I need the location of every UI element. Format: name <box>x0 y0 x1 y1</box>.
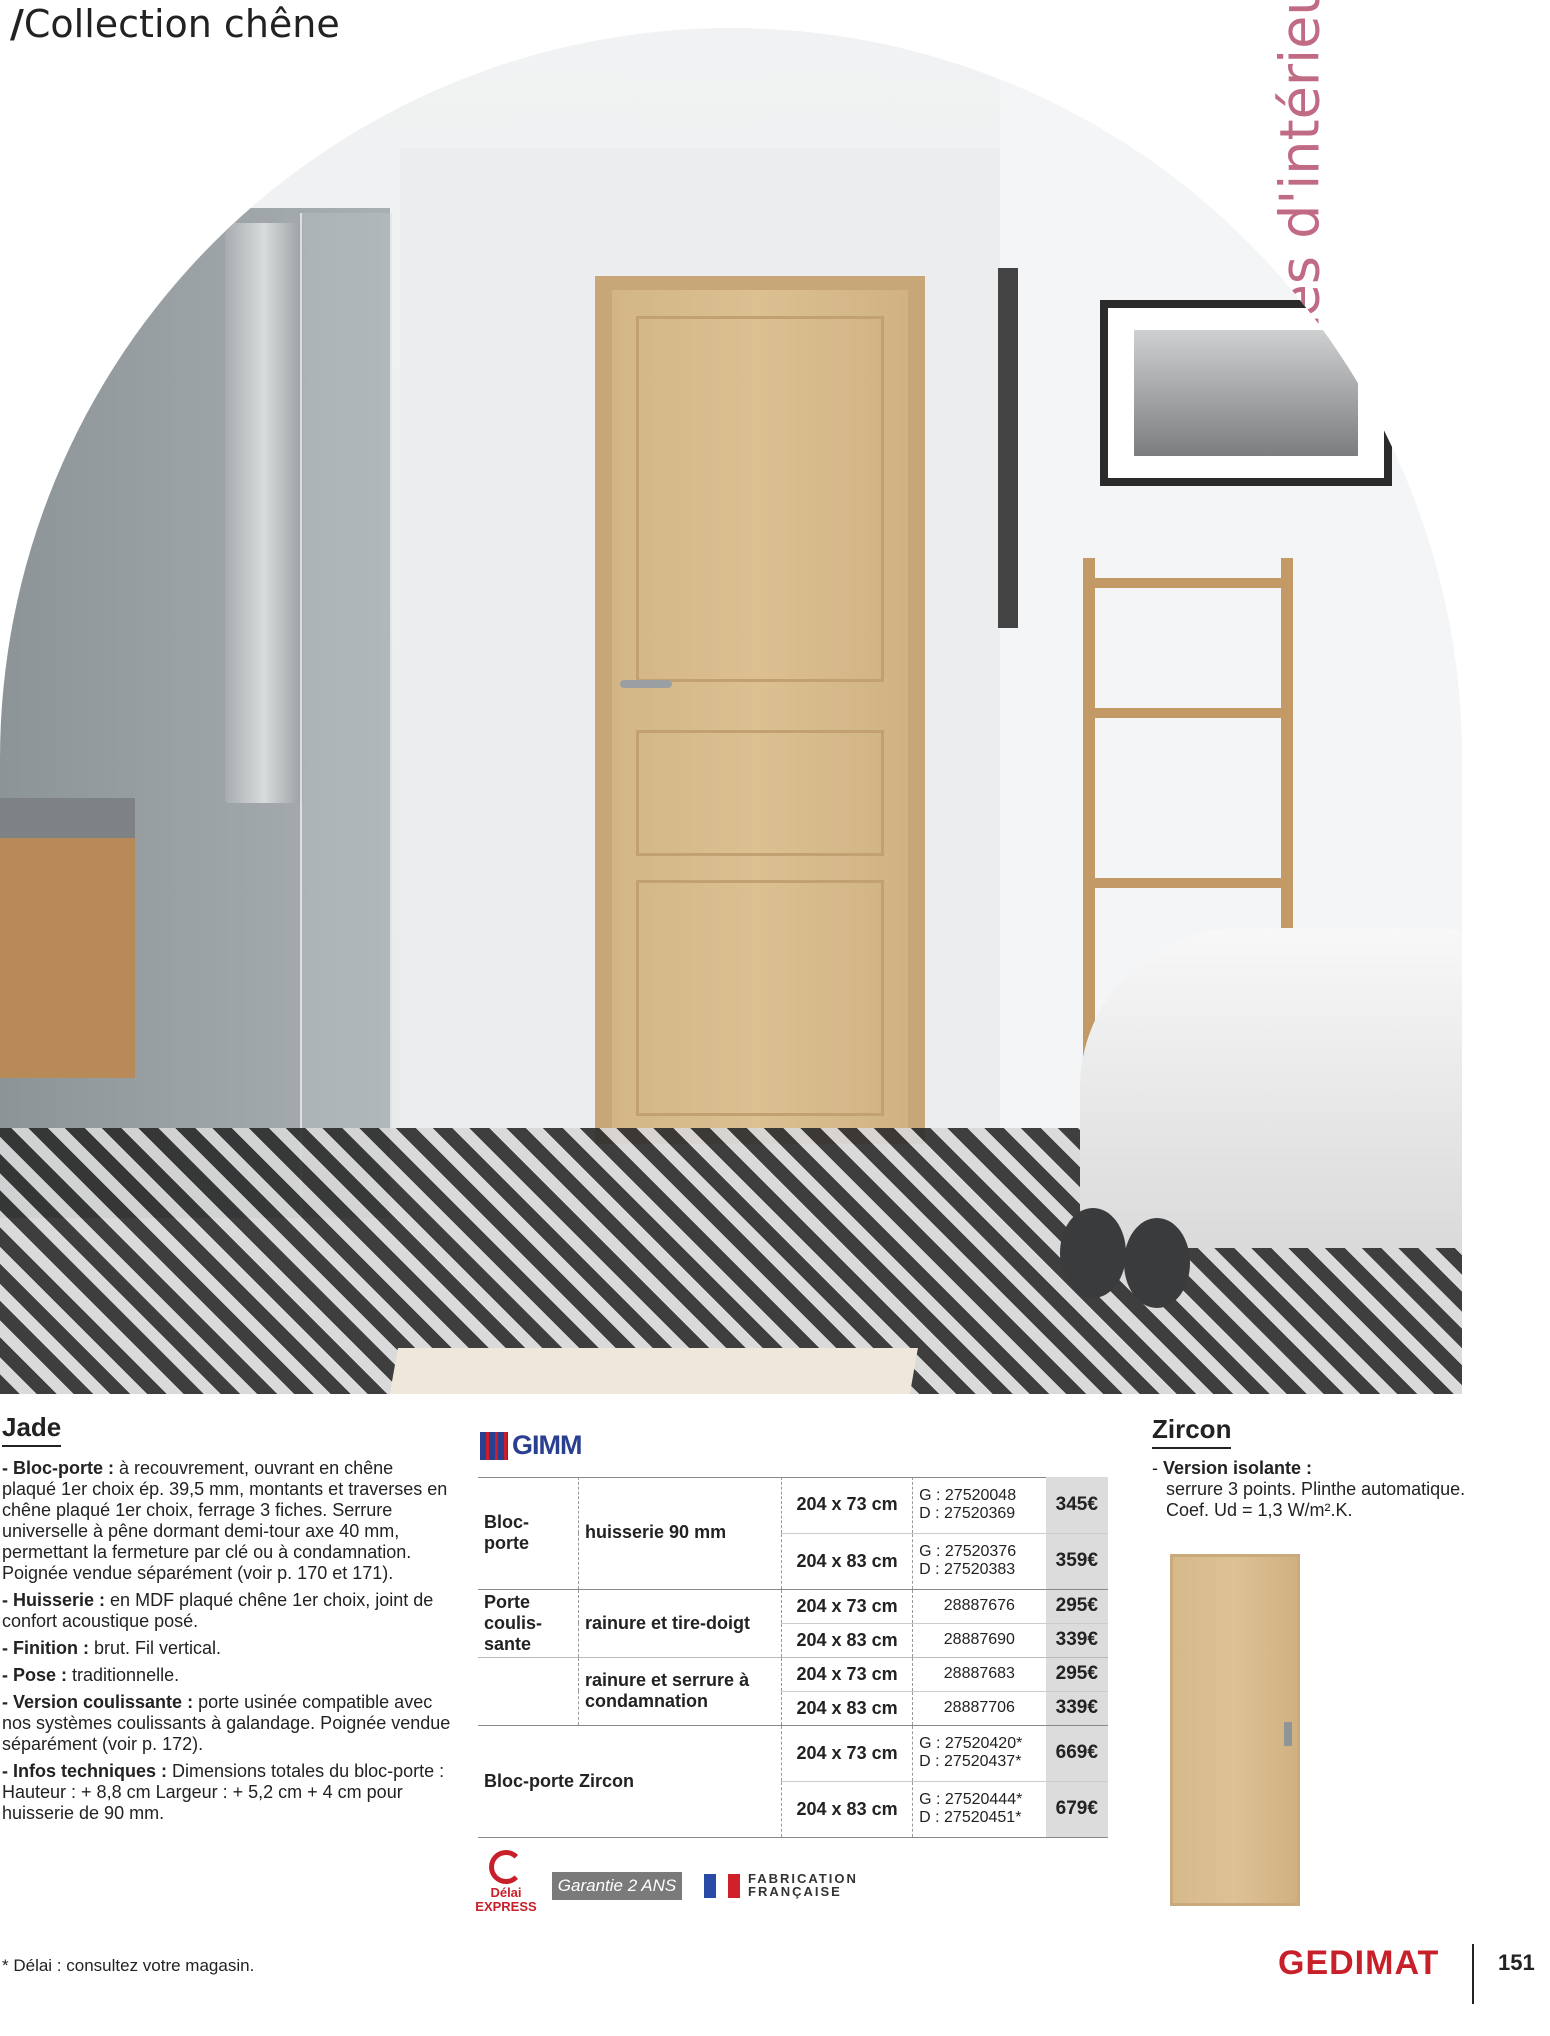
jade-spec-text: Dimensions totales du bloc-porte : Hauteur : + 8,8 cm Largeur : + 5,2 cm + 4 cm pour huisserie de 90 mm. <box>2 1761 445 1823</box>
page-title: /Collection chêne <box>10 2 340 46</box>
variant-cell: rainure et tire-doigt <box>579 1589 782 1657</box>
zircon-description: - Version isolante : serrure 3 points. Plinthe automatique. Coef. Ud = 1,3 W/m².K. <box>1152 1458 1466 1520</box>
delai-express-badge: Délai EXPRESS <box>470 1850 542 1914</box>
jade-spec-item <box>2 1761 452 1824</box>
price-cell: 339€ <box>1046 1691 1108 1725</box>
jade-title: Jade <box>2 1412 62 1442</box>
shower-column <box>225 223 303 803</box>
gimm-logo: GIMM <box>480 1432 620 1460</box>
garantie-badge: Garantie 2 ANS <box>552 1872 682 1900</box>
jade-spec-item <box>2 1665 452 1686</box>
door-handle-icon <box>620 680 672 688</box>
price-cell: 295€ <box>1046 1589 1108 1623</box>
page-number: 151 <box>1498 1950 1535 1975</box>
price-cell: 345€ <box>1046 1477 1108 1533</box>
jade-spec-label: - Version coulissante : <box>2 1692 194 1712</box>
gedimat-logo: GEDIMAT <box>1278 1944 1440 1982</box>
reference-cell: 28887706 <box>913 1691 1046 1725</box>
reference-cell: 28887683 <box>913 1657 1046 1691</box>
table-row <box>478 1477 1108 1533</box>
jade-spec-label: - Huisserie : <box>2 1590 106 1610</box>
variant-cell: huisserie 90 mm <box>579 1477 782 1589</box>
dimension-cell: 204 x 73 cm <box>782 1477 913 1533</box>
reference-cell: 28887676 <box>913 1589 1046 1623</box>
dimension-cell: 204 x 73 cm <box>782 1725 913 1781</box>
jade-spec-label: - Bloc-porte : <box>2 1458 114 1478</box>
jade-spec-label: - Pose : <box>2 1665 68 1685</box>
jade-spec-label: - Finition : <box>2 1638 89 1658</box>
zircon-title: Zircon <box>1152 1414 1232 1444</box>
reference-cell: G : 27520444* D : 27520451* <box>913 1781 1046 1837</box>
product-table <box>478 1477 1108 1838</box>
zircon-door-image <box>1170 1554 1300 1906</box>
price-cell: 339€ <box>1046 1623 1108 1657</box>
table-row <box>478 1589 1108 1623</box>
gimm-logo-icon <box>480 1432 508 1460</box>
fabrication-francaise: FABRICATION FRANÇAISE <box>748 1871 858 1899</box>
price-cell: 295€ <box>1046 1657 1108 1691</box>
footnote: * Délai : consultez votre magasin. <box>2 1956 255 1975</box>
price-cell: 679€ <box>1046 1781 1108 1837</box>
dimension-cell: 204 x 83 cm <box>782 1691 913 1725</box>
reference-cell: 28887690 <box>913 1623 1046 1657</box>
french-flag-icon <box>704 1874 740 1898</box>
dimension-cell: 204 x 83 cm <box>782 1781 913 1837</box>
price-cell: 359€ <box>1046 1533 1108 1589</box>
door-handle-icon <box>1284 1722 1292 1746</box>
delivery-icon <box>489 1850 523 1884</box>
jade-spec-text: traditionnelle. <box>67 1665 180 1685</box>
jade-spec-text: brut. Fil vertical. <box>88 1638 221 1658</box>
variant-cell: rainure et serrure à condamnation <box>579 1657 782 1725</box>
jade-spec-item <box>2 1590 452 1632</box>
reference-cell: G : 27520420* D : 27520437* <box>913 1725 1046 1781</box>
jade-spec-item <box>2 1458 452 1584</box>
table-row <box>478 1657 1108 1691</box>
dumbbells <box>1060 1208 1210 1318</box>
jade-spec-item <box>2 1692 452 1755</box>
reference-cell: G : 27520376 D : 27520383 <box>913 1533 1046 1589</box>
table-row <box>478 1725 1108 1781</box>
category-cell: Porte coulis-sante <box>484 1591 543 1654</box>
reference-cell: G : 27520048 D : 27520369 <box>913 1477 1046 1533</box>
bathroom-photo <box>0 28 1462 1394</box>
dimension-cell: 204 x 73 cm <box>782 1589 913 1623</box>
jade-spec-item <box>2 1638 452 1659</box>
dimension-cell: 204 x 73 cm <box>782 1657 913 1691</box>
dimension-cell: 204 x 83 cm <box>782 1623 913 1657</box>
framed-picture <box>1100 300 1392 486</box>
jade-spec-text: porte usinée compatible avec nos systèmes coulissants à galandage. Poignée vendue séparément (voir p. 172). <box>2 1692 451 1754</box>
category-cell <box>478 1657 579 1725</box>
jade-spec-text: en MDF plaqué chêne 1er choix, joint de confort acoustique posé. <box>2 1590 434 1631</box>
dimension-cell: 204 x 83 cm <box>782 1533 913 1589</box>
price-cell: 669€ <box>1046 1725 1108 1781</box>
bathtub <box>1080 928 1462 1248</box>
category-cell: Bloc-porte Zircon <box>484 1770 635 1791</box>
jade-spec-label: - Infos techniques : <box>2 1761 168 1781</box>
jade-spec-text: à recouvrement, ouvrant en chêne plaqué 1er choix ép. 39,5 mm, montants et traverses en chêne plaqué 1er choix, ferrage 3 fiches. Serrure universelle à pêne dormant demi-tour axe 40 mm, permettant la fermeture par clé ou à condamnation. Poignée vendue séparément (voir p. 170 et 171). <box>2 1458 448 1583</box>
oak-door <box>612 290 908 1144</box>
jade-description <box>2 1458 452 1830</box>
category-cell: Bloc-porte <box>484 1511 529 1553</box>
